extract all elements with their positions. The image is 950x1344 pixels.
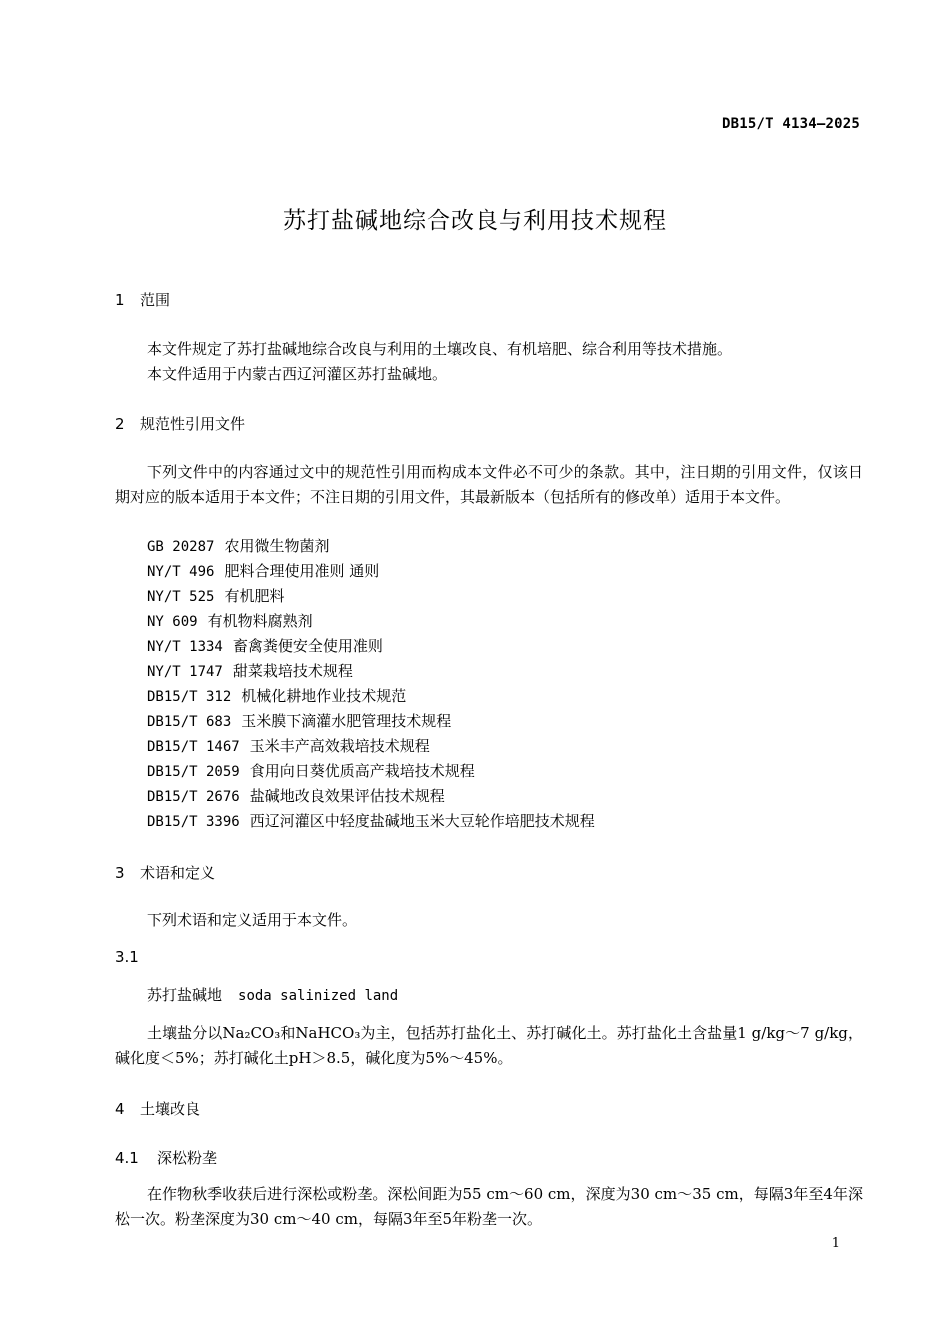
reference-item (147, 709, 595, 734)
reference-name: 盐碱地改良效果评估技术规程 (249, 787, 445, 805)
section-title: 土壤改良 (140, 1100, 201, 1118)
reference-name: 玉米膜下滴灌水肥管理技术规程 (241, 712, 452, 730)
reference-item (147, 609, 595, 634)
subsection-number: 3.1 (115, 948, 139, 966)
section-number: 4 (115, 1100, 125, 1118)
reference-name: 畜禽粪便安全使用准则 (232, 637, 383, 655)
paragraph: 下列术语和定义适用于本文件。 (147, 911, 358, 929)
section-number: 3 (115, 864, 125, 882)
reference-item (147, 784, 595, 809)
section-4-heading (115, 1098, 200, 1119)
paragraph: 本文件适用于内蒙古西辽河灌区苏打盐碱地。 (147, 365, 448, 383)
term-entry (147, 984, 398, 1005)
reference-name: 农用微生物菌剂 (224, 537, 330, 555)
reference-code: DB15/T 3396 (147, 814, 240, 830)
reference-code: NY/T 496 (147, 564, 215, 580)
paragraph: 下列文件中的内容通过文中的规范性引用而构成本文件必不可少的条款。其中，注日期的引用文件，仅该日期对应的版本适用于本文件；不注日期的引用文件，其最新版本（包括所有的修改单）适用于本文件。 (115, 463, 863, 506)
reference-code: DB15/T 2676 (147, 789, 240, 805)
reference-item (147, 759, 595, 784)
reference-name: 有机物料腐熟剂 (207, 612, 313, 630)
section-2-heading (115, 413, 245, 434)
reference-name: 肥料合理使用准则 通则 (224, 562, 380, 580)
reference-code: DB15/T 2059 (147, 764, 240, 780)
reference-code: NY/T 525 (147, 589, 215, 605)
reference-code: DB15/T 683 (147, 714, 232, 730)
reference-list (147, 534, 595, 834)
subsection-3-1-heading (115, 948, 139, 966)
section-3-heading (115, 862, 215, 883)
reference-name: 甜菜栽培技术规程 (232, 662, 353, 680)
reference-item (147, 534, 595, 559)
reference-name: 玉米丰产高效栽培技术规程 (249, 737, 430, 755)
subsection-4-1-heading (115, 1147, 217, 1168)
reference-code: DB15/T 1467 (147, 739, 240, 755)
reference-code: NY/T 1334 (147, 639, 223, 655)
term-chinese: 苏打盐碱地 (147, 986, 223, 1004)
paragraph: 在作物秋季收获后进行深松或粉垄。深松间距为55 cm～60 cm，深度为30 cm～35 cm，每隔3年至4年深松一次。粉垄深度为30 cm～40 cm，每隔3年至5年粉垄一次。 (115, 1185, 863, 1228)
reference-item (147, 659, 595, 684)
reference-item (147, 634, 595, 659)
reference-code: NY/T 1747 (147, 664, 223, 680)
reference-item (147, 584, 595, 609)
reference-name: 有机肥料 (224, 587, 285, 605)
section-title: 范围 (140, 291, 171, 309)
reference-item (147, 809, 595, 834)
reference-item (147, 559, 595, 584)
page-number: 1 (831, 1236, 840, 1251)
reference-item (147, 734, 595, 759)
section-title: 规范性引用文件 (140, 415, 246, 433)
reference-code: NY 609 (147, 614, 198, 630)
section-1-heading (115, 289, 170, 310)
paragraph: 本文件规定了苏打盐碱地综合改良与利用的土壤改良、有机培肥、综合利用等技术措施。 (147, 340, 733, 358)
reference-name: 西辽河灌区中轻度盐碱地玉米大豆轮作培肥技术规程 (249, 812, 595, 830)
reference-code: GB 20287 (147, 539, 215, 555)
term-english: soda salinized land (238, 988, 399, 1004)
section-title: 术语和定义 (140, 864, 216, 882)
section-number: 2 (115, 415, 125, 433)
section-number: 1 (115, 291, 125, 309)
document-code: DB15/T 4134—2025 (721, 116, 860, 132)
reference-item (147, 684, 595, 709)
reference-code: DB15/T 312 (147, 689, 232, 705)
reference-name: 机械化耕地作业技术规范 (241, 687, 407, 705)
reference-name: 食用向日葵优质高产栽培技术规程 (249, 762, 475, 780)
subsection-title: 深松粉垄 (157, 1149, 218, 1167)
term-definition: 土壤盐分以Na₂CO₃和NaHCO₃为主，包括苏打盐化土、苏打碱化土。苏打盐化土含盐量1 g/kg～7 g/kg，碱化度＜5%；苏打碱化土pH＞8.5，碱化度为5%～45%。 (115, 1024, 863, 1067)
document-title: 苏打盐碱地综合改良与利用技术规程 (283, 208, 667, 234)
subsection-number: 4.1 (115, 1149, 139, 1167)
